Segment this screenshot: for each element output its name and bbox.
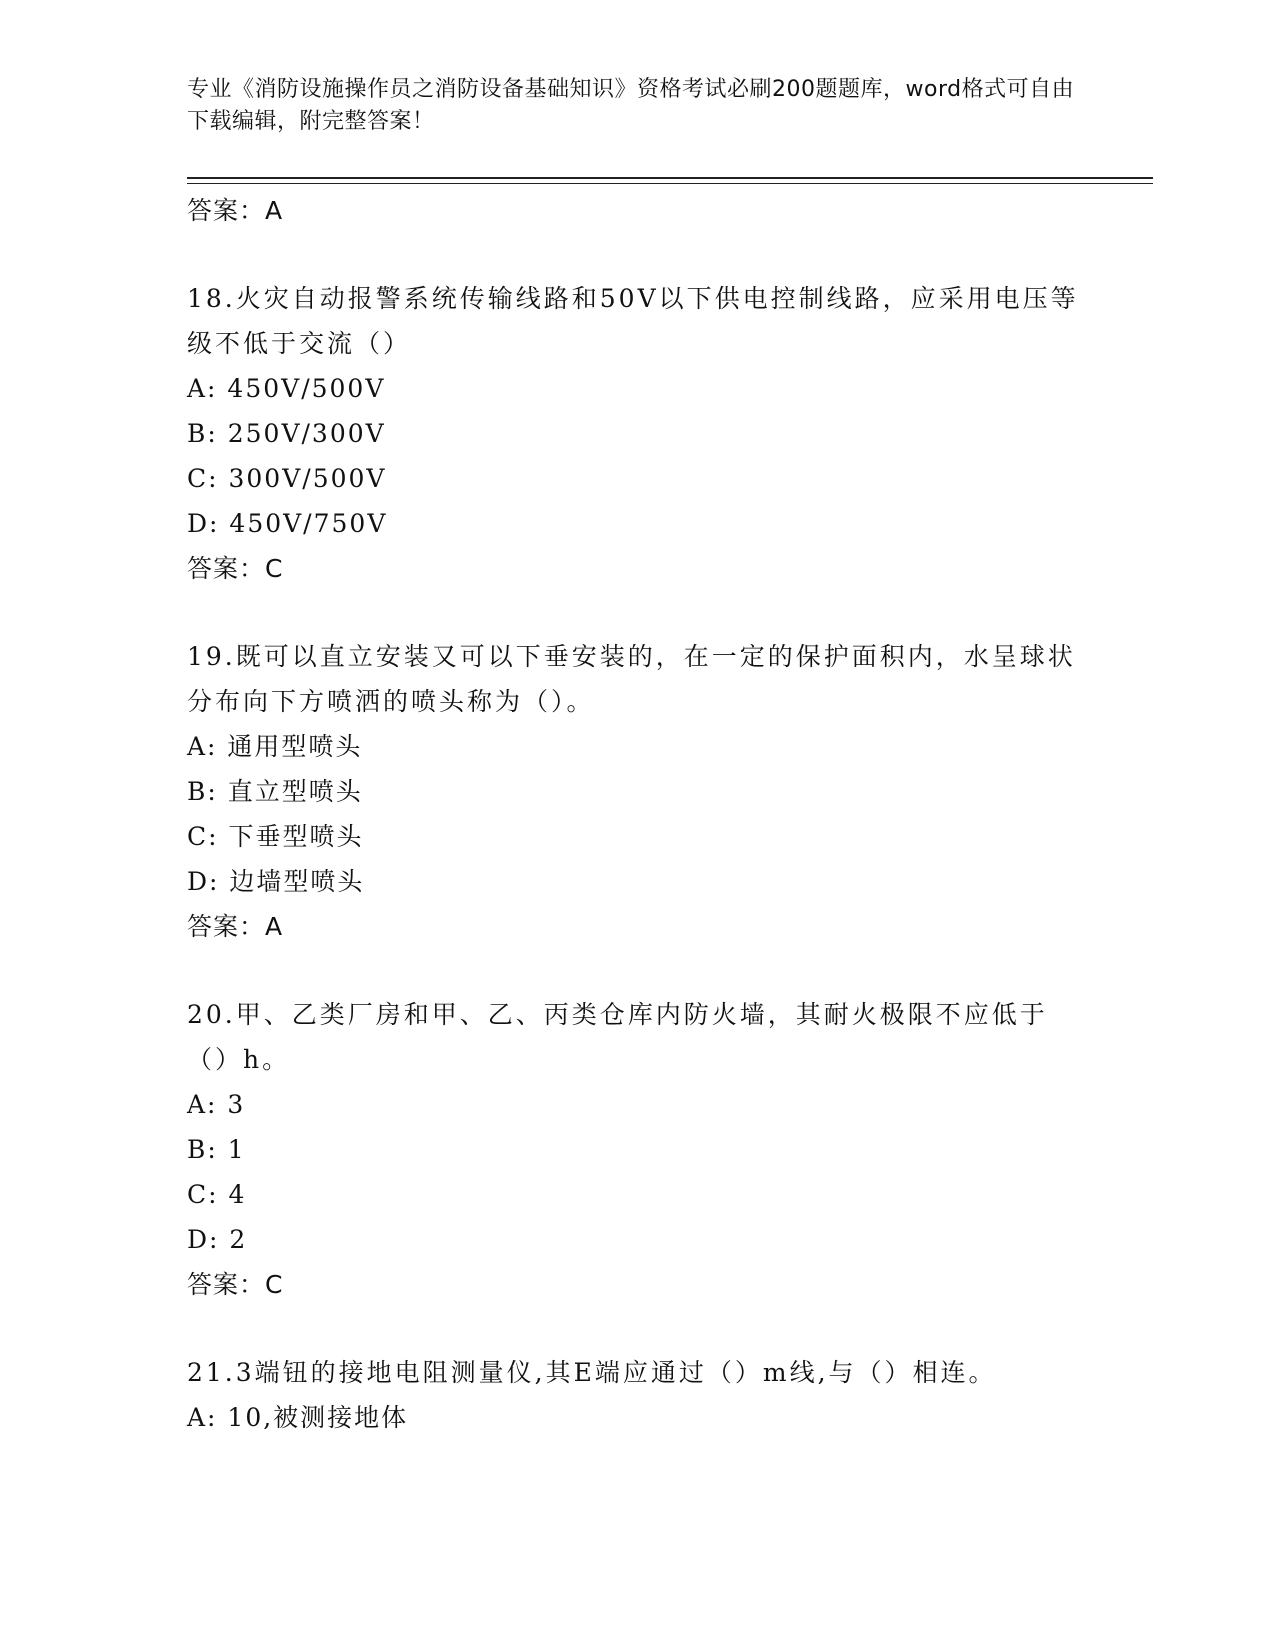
option-d: D: 边墙型喷头 (187, 867, 365, 896)
option-b: B: 1 (187, 1135, 246, 1164)
question-stem: 18.火灾自动报警系统传输线路和50V以下供电控制线路，应采用电压等级不低于交流（） (187, 284, 1079, 358)
question-stem: 19.既可以直立安装又可以下垂安装的，在一定的保护面积内，水呈球状分布向下方喷洒的喷头称为（）。 (187, 642, 1076, 716)
answer-line: 答案：C (187, 1270, 284, 1299)
answer-line: 答案：A (187, 912, 284, 941)
question-block-20 (187, 992, 1087, 1308)
option-c: C: 4 (187, 1180, 247, 1209)
document-header: 专业《消防设施操作员之消防设备基础知识》资格考试必刷200题题库，word格式可自由下载编辑，附完整答案！ (187, 77, 1075, 134)
header-divider-thick (187, 177, 1153, 179)
header-divider-thin (187, 183, 1153, 184)
option-d: D: 2 (187, 1225, 248, 1254)
option-a: A: 3 (187, 1090, 246, 1119)
answer-line: 答案：C (187, 554, 284, 583)
option-b: B: 直立型喷头 (187, 777, 363, 806)
option-a: A: 通用型喷头 (187, 732, 363, 761)
option-d: D: 450V/750V (187, 509, 388, 538)
question-list (187, 188, 1087, 1440)
option-b: B: 250V/300V (187, 419, 386, 448)
question-block-19 (187, 634, 1087, 950)
option-a: A: 450V/500V (187, 374, 386, 403)
option-c: C: 300V/500V (187, 464, 387, 493)
question-block-21 (187, 1350, 1087, 1440)
question-stem: 21.3端钮的接地电阻测量仪,其E端应通过（）m线,与（）相连。 (187, 1358, 997, 1387)
question-stem: 20.甲、乙类厂房和甲、乙、丙类仓库内防火墙，其耐火极限不应低于（）h。 (187, 1000, 1048, 1074)
previous-answer: 答案：A (187, 196, 284, 225)
option-c: C: 下垂型喷头 (187, 822, 364, 851)
option-a: A: 10,被测接地体 (187, 1403, 409, 1432)
question-block-18 (187, 276, 1087, 592)
